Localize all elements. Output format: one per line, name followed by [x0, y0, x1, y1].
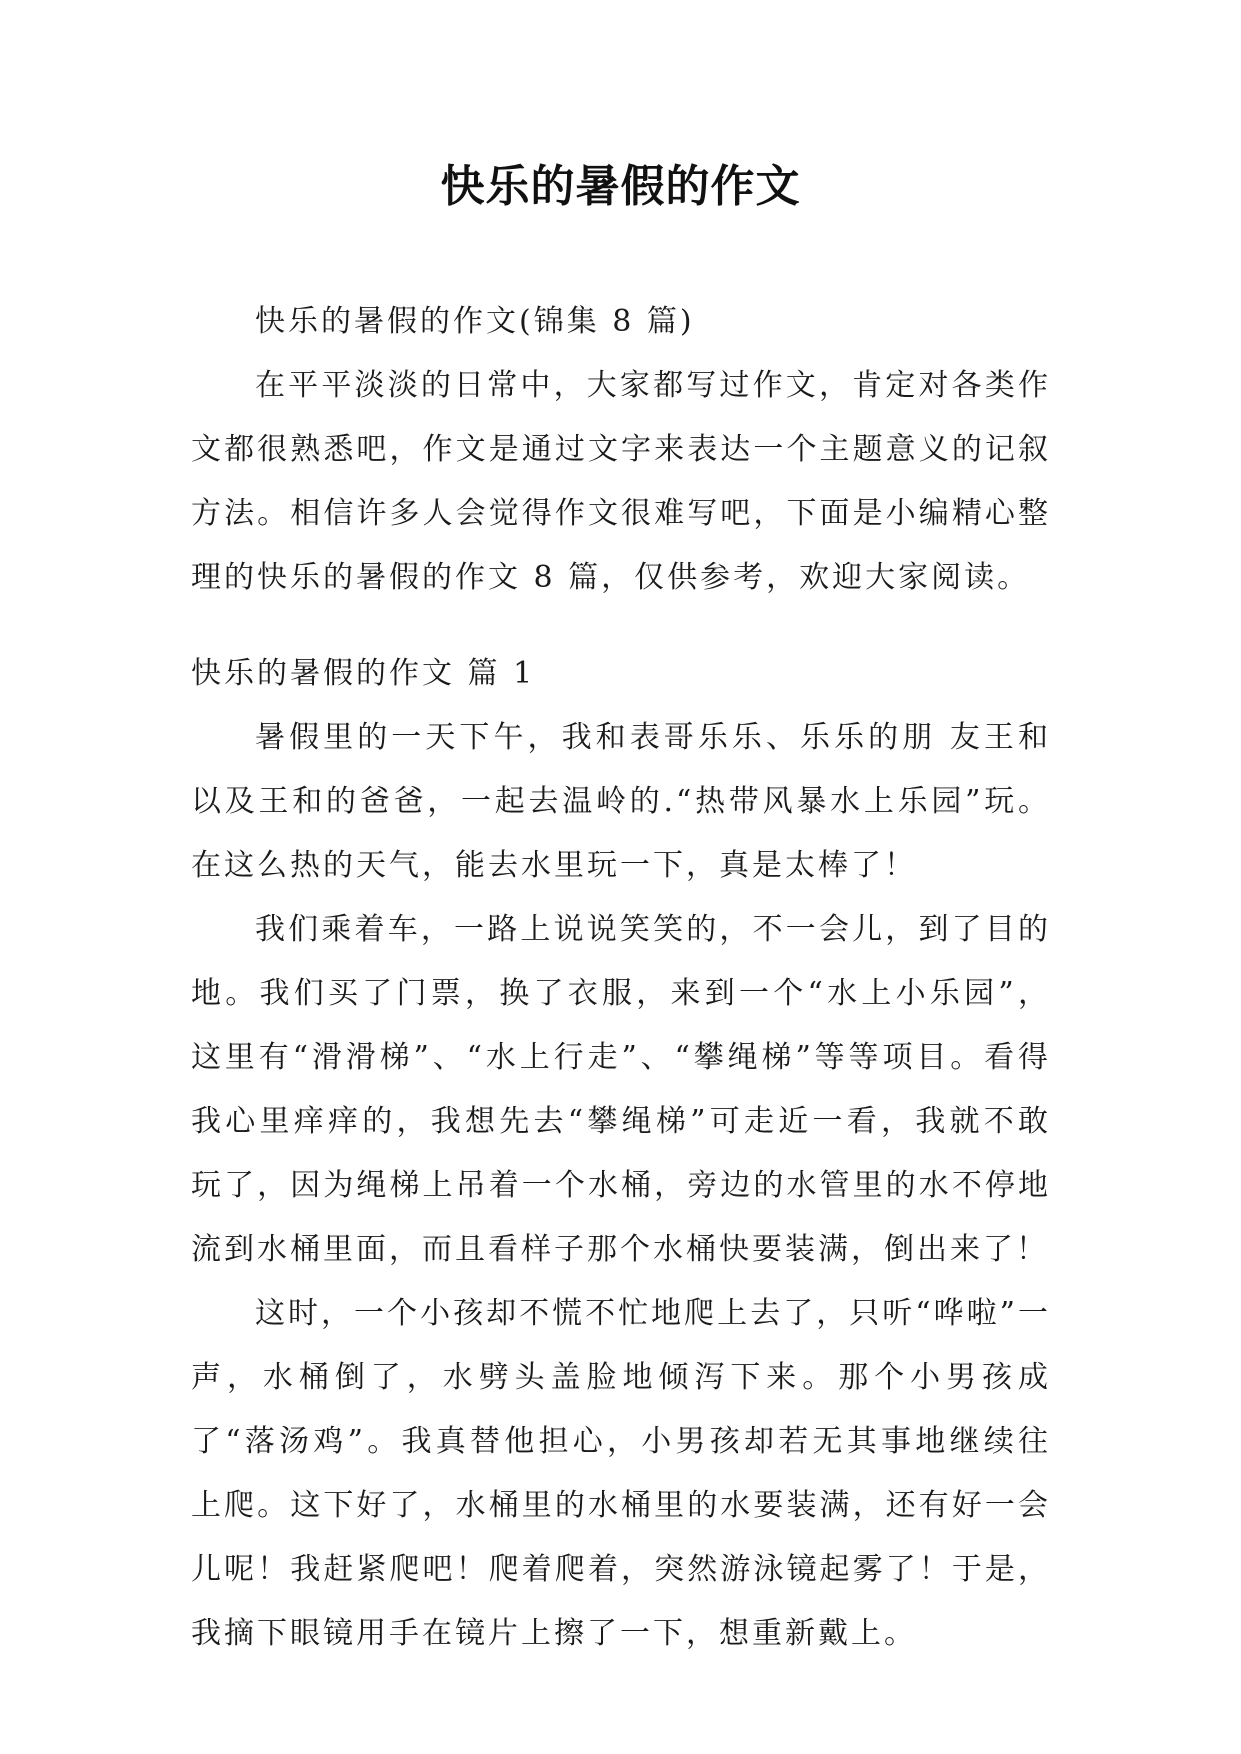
- section-heading: 快乐的暑假的作文 篇 1: [191, 656, 536, 691]
- body-paragraph: 暑假里的一天下午，我和表哥乐乐、乐乐的朋 友王和以及王和的爸爸，一起去温岭的.“热带风暴水上乐园”玩。在这么热的天气，能去水里玩一下，真是太棒了！: [191, 720, 1051, 883]
- document-title: 快乐的暑假的作文: [440, 161, 801, 212]
- body-paragraph: 我们乘着车，一路上说说笑笑的，不一会儿，到了目的地。我们买了门票，换了衣服，来到一个“水上小乐园”，这里有“滑滑梯”、“水上行走”、“攀绳梯”等等项目。看得我心里痒痒的，我想先去“攀绳梯”可走近一看，我就不敢玩了，因为绳梯上吊着一个水桶，旁边的水管里的水不停地流到水桶里面，而且看样子那个水桶快要装满，倒出来了！: [191, 912, 1051, 1267]
- intro-paragraph: 在平平淡淡的日常中，大家都写过作文，肯定对各类作文都很熟悉吧，作文是通过文字来表达一个主题意义的记叙方法。相信许多人会觉得作文很难写吧，下面是小编精心整理的快乐的暑假的作文 8 篇，仅供参考，欢迎大家阅读。: [191, 368, 1051, 595]
- document-body: [191, 290, 1051, 1666]
- document-subtitle: 快乐的暑假的作文(锦集 8 篇): [255, 304, 695, 339]
- body-paragraph: 这时，一个小孩却不慌不忙地爬上去了，只听“哗啦”一声，水桶倒了，水劈头盖脸地倾泻下来。那个小男孩成了“落汤鸡”。我真替他担心，小男孩却若无其事地继续往上爬。这下好了，水桶里的水桶里的水要装满，还有好一会儿呢！我赶紧爬吧！爬着爬着，突然游泳镜起雾了！于是，我摘下眼镜用手在镜片上擦了一下，想重新戴上。: [191, 1296, 1051, 1651]
